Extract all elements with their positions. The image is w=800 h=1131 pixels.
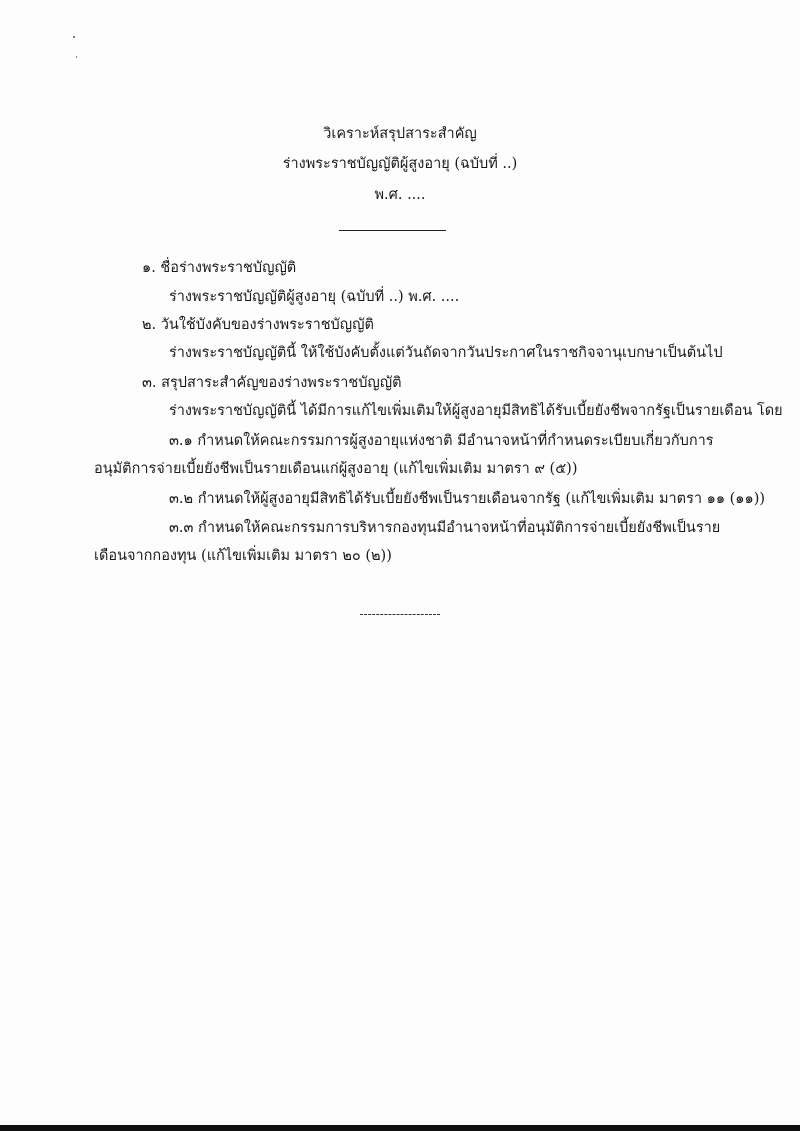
document-year: พ.ศ. .... bbox=[374, 187, 426, 203]
document-heading: วิเคราะห์สรุปสาระสำคัญ bbox=[323, 126, 477, 142]
section-3-body: ร่างพระราชบัญญัตินี้ ได้มีการแก้ไขเพิ่มเติมให้ผู้สูงอายุมีสิทธิได้รับเบี้ยยังชีพจากรัฐเป็นรายเดือน โดย bbox=[169, 403, 783, 419]
section-3-1-line-2: อนุมัติการจ่ายเบี้ยยังชีพเป็นรายเดือนแก่ผู้สูงอายุ (แก้ไขเพิ่มเติม มาตรา ๙ (๕)) bbox=[94, 461, 578, 477]
scan-speck bbox=[76, 56, 77, 58]
section-3-3-line-2: เดือนจากกองทุน (แก้ไขเพิ่มเติม มาตรา ๒๐ (๒)) bbox=[94, 548, 392, 564]
title-divider bbox=[339, 230, 446, 231]
section-2-heading: ๒. วันใช้บังคับของร่างพระราชบัญญัติ bbox=[142, 317, 374, 333]
end-divider: -------------------- bbox=[359, 607, 441, 621]
document-title: ร่างพระราชบัญญัติผู้สูงอายุ (ฉบับที่ ..) bbox=[282, 156, 518, 172]
section-3-2: ๓.๒ กำหนดให้ผู้สูงอายุมีสิทธิได้รับเบี้ยยังชีพเป็นรายเดือนจากรัฐ (แก้ไขเพิ่มเติม มาตรา ๑๑ (๑๑)) bbox=[169, 491, 766, 507]
section-3-heading: ๓. สรุปสาระสำคัญของร่างพระราชบัญญัติ bbox=[142, 375, 402, 391]
scan-bottom-edge bbox=[0, 1125, 800, 1131]
scan-speck bbox=[73, 36, 75, 38]
section-3-3-line-1: ๓.๓ กำหนดให้คณะกรรมการบริหารกองทุนมีอำนาจหน้าที่อนุมัติการจ่ายเบี้ยยังชีพเป็นราย bbox=[169, 520, 721, 536]
section-1-body: ร่างพระราชบัญญัติผู้สูงอายุ (ฉบับที่ ..) พ.ศ. .... bbox=[169, 289, 460, 305]
section-1-heading: ๑. ชื่อร่างพระราชบัญญัติ bbox=[142, 260, 297, 276]
section-2-body: ร่างพระราชบัญญัตินี้ ให้ใช้บังคับตั้งแต่วันถัดจากวันประกาศในราชกิจจานุเบกษาเป็นต้นไป bbox=[169, 345, 723, 361]
section-3-1-line-1: ๓.๑ กำหนดให้คณะกรรมการผู้สูงอายุแห่งชาติ มีอำนาจหน้าที่กำหนดระเบียบเกี่ยวกับการ bbox=[169, 433, 714, 449]
